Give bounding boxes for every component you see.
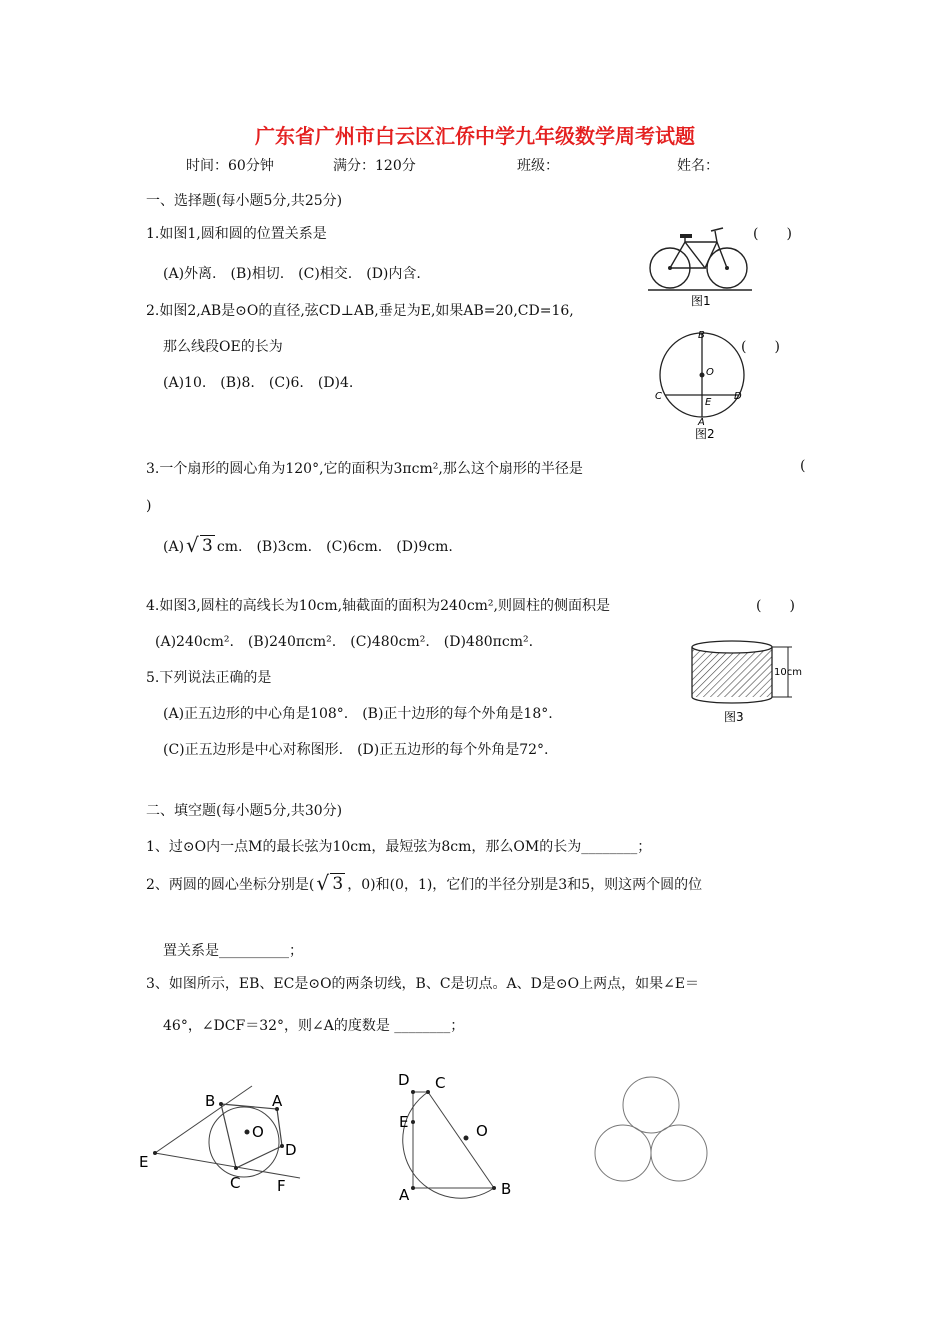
svg-text:D: D (285, 1141, 297, 1159)
class-field: 班级： (517, 158, 559, 174)
exam-time: 时间：60分钟 (186, 158, 274, 174)
sqrt-symbol: √ 3 (316, 871, 344, 895)
fig1-caption: 图1 (691, 294, 711, 308)
section1-heading: 一、选择题(每小题5分,共25分) (146, 193, 343, 209)
svg-text:E: E (399, 1113, 409, 1131)
q1-answer-paren: ( ) (753, 226, 792, 242)
q2-answer-paren: ( ) (741, 339, 780, 355)
q3-option-a: (A) (163, 539, 185, 555)
tangent-figure (135, 1085, 320, 1210)
full-score: 满分：120分 (333, 158, 416, 174)
svg-text:A: A (272, 1092, 283, 1110)
svg-text:B: B (205, 1092, 216, 1110)
fig3-height: 10cm (774, 667, 802, 678)
svg-text:B: B (501, 1180, 512, 1198)
svg-text:B: B (698, 330, 705, 341)
bicycle-figure (645, 220, 755, 310)
svg-text:D: D (398, 1071, 410, 1089)
q2-options: (A)10. (B)8. (C)6. (D)4. (163, 375, 354, 391)
cylinder-figure (680, 635, 810, 730)
semicircle-figure (390, 1065, 525, 1205)
svg-text:A: A (399, 1186, 410, 1204)
fig2-caption: 图2 (695, 427, 715, 441)
sqrt-symbol: √ 3 (186, 533, 213, 557)
fill-q2-before: 2、两圆的圆心坐标分别是( (146, 877, 315, 893)
page-title: 广东省广州市白云区汇侨中学九年级数学周考试题 (255, 124, 695, 148)
fill-q2-after: ，0)和(0，1)，它们的半径分别是3和5，则这两个圆的位 (347, 877, 703, 893)
q3-paren-open: ( (800, 458, 806, 474)
svg-text:O: O (706, 367, 714, 378)
svg-text:C: C (230, 1174, 241, 1192)
q3-paren-close: ) (146, 498, 152, 514)
svg-text:O: O (476, 1122, 488, 1140)
fig3-caption: 图3 (724, 710, 744, 724)
circle-chord-figure (645, 325, 755, 445)
q2-text: 2.如图2,AB是⊙O的直径,弦CD⊥AB,垂足为E,如果AB=20,CD=16, (146, 303, 574, 319)
q5-text: 5.下列说法正确的是 (146, 670, 272, 686)
name-field: 姓名： (677, 158, 719, 174)
svg-text:E: E (139, 1153, 149, 1171)
q3-options-rest: cm. (B)3cm. (C)6cm. (D)9cm. (216, 539, 453, 555)
section2-heading: 二、填空题(每小题5分,共30分) (146, 803, 343, 819)
fill-q1: 1、过⊙O内一点M的最长弦为10cm，最短弦为8cm，那么OM的长为________； (146, 839, 652, 855)
svg-text:F: F (277, 1177, 286, 1195)
fill-q3-line1: 3、如图所示，EB、EC是⊙O的两条切线，B、C是切点。A、D是⊙O上两点，如果∠E＝ (146, 976, 700, 992)
q4-text: 4.如图3,圆柱的高线长为10cm,轴截面的面积为240cm²,则圆柱的侧面积是 (146, 598, 610, 614)
q4-options: (A)240cm². (B)240πcm². (C)480cm². (D)480πcm². (155, 634, 534, 650)
svg-text:A: A (698, 417, 705, 428)
q3-options (163, 533, 453, 557)
svg-text:E: E (705, 397, 712, 408)
three-circles-figure (590, 1075, 715, 1185)
fill-q2-line2: 置关系是__________； (163, 943, 303, 959)
svg-text:O: O (252, 1123, 264, 1141)
q5-options-cd: (C)正五边形是中心对称图形. (D)正五边形的每个外角是72°. (163, 742, 549, 758)
svg-text:C: C (435, 1074, 446, 1092)
q4-answer-paren: ( ) (756, 598, 795, 614)
q5-options-ab: (A)正五边形的中心角是108°. (B)正十边形的每个外角是18°. (163, 706, 553, 722)
q3-text: 3.一个扇形的圆心角为120°,它的面积为3πcm²,那么这个扇形的半径是 (146, 461, 583, 477)
svg-text:C: C (655, 391, 662, 402)
fill-q2 (146, 871, 703, 895)
q1-text: 1.如图1,圆和圆的位置关系是 (146, 226, 327, 242)
svg-text:D: D (734, 391, 742, 402)
q1-options: (A)外离. (B)相切. (C)相交. (D)内含. (163, 266, 421, 282)
q2-text-line2: 那么线段OE的长为 (163, 339, 283, 355)
fill-q3-line2: 46°，∠DCF＝32°，则∠A的度数是 ________； (163, 1018, 465, 1034)
